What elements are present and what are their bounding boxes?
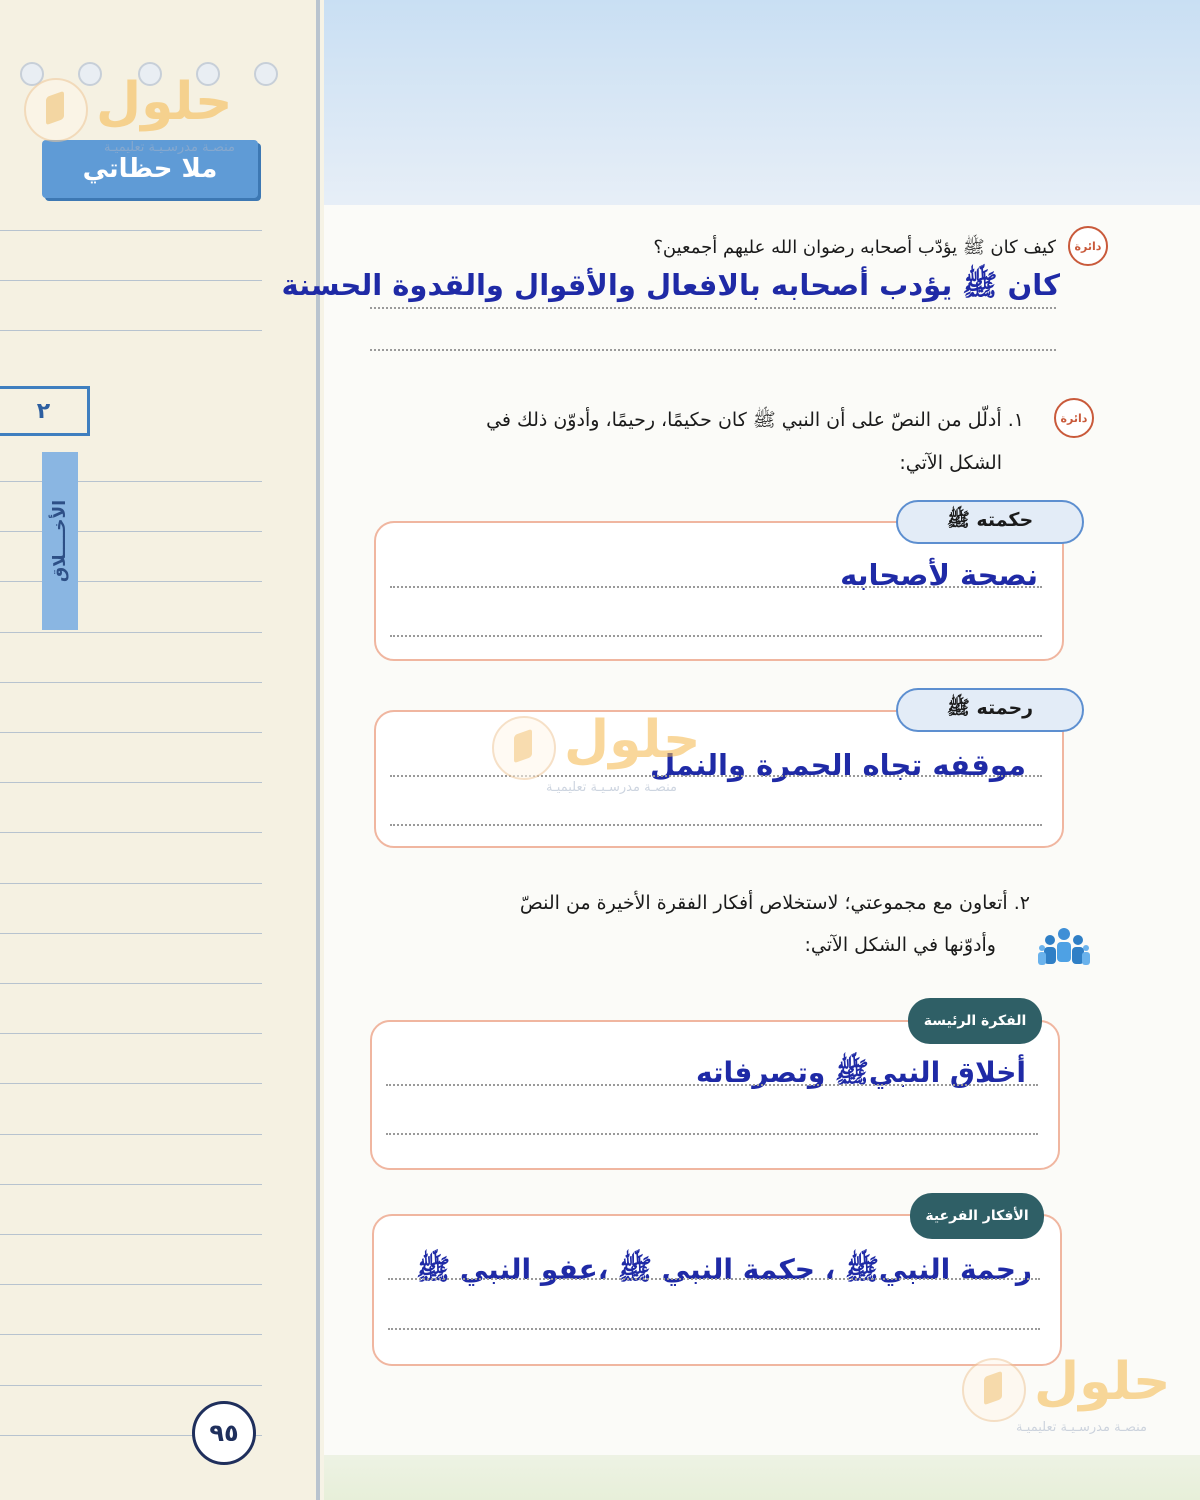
notes-title: ملا حظاتي (42, 140, 258, 198)
ruled-line (0, 531, 262, 532)
label-pill-mercy: رحمته ﷺ (896, 688, 1084, 732)
watermark-logo (492, 710, 732, 796)
ruled-line (0, 280, 262, 281)
ruled-line (0, 632, 262, 633)
q2-text-line1 (404, 892, 1030, 914)
ruled-line (0, 682, 262, 683)
ruled-line (0, 1385, 262, 1386)
answer-line (390, 635, 1042, 637)
watermark-logo (962, 1352, 1198, 1438)
worksheet-page (281, 0, 1200, 1500)
ruled-line (0, 1134, 262, 1135)
answer-text-main-idea[interactable]: أخلاق النبيﷺ وتصرفاته (696, 1056, 1026, 1089)
activity-badge: دائرة (1054, 398, 1094, 438)
watermark-brand: حلول (1034, 1352, 1171, 1412)
ruled-line (0, 1284, 262, 1285)
ruled-line (0, 832, 262, 833)
intro-question: كيف كان ﷺ يؤدّب أصحابه رضوان الله عليهم أجمعين؟ (653, 237, 1056, 258)
q1-number: ١. (1007, 409, 1024, 431)
unit-label: الأخــــلاق (50, 499, 70, 583)
page-number: ٩٥ (192, 1401, 256, 1465)
watermark-logo (24, 72, 264, 158)
q2-number: ٢. (1013, 892, 1030, 914)
ruled-line (0, 581, 262, 582)
watermark-icon (24, 78, 88, 142)
watermark-tagline: منصـة مدرسـيـة تعليميـة (546, 780, 678, 795)
answer-text-wisdom[interactable]: نصحة لأصحابه (840, 558, 1038, 592)
notes-column (0, 0, 320, 1500)
ruled-line (0, 481, 262, 482)
watermark-brand: حلول (564, 710, 701, 770)
ruled-line (0, 1033, 262, 1034)
watermark-icon (492, 716, 556, 780)
ruled-line (0, 1184, 262, 1185)
label-pill-sub-ideas: الأفكار الفرعية (910, 1193, 1044, 1239)
answer-text-mercy[interactable]: موقفه تجاه الحمرة والنمل (649, 748, 1026, 782)
ruled-line (0, 732, 262, 733)
q2-text-line2: وأدوّنها في الشكل الآتي: (804, 934, 996, 956)
watermark-tagline: منصـة مدرسـيـة تعليميـة (104, 140, 236, 155)
answer-line (370, 307, 1056, 309)
ruled-line (0, 933, 262, 934)
q1-text-line2: الشكل الآتي: (899, 452, 1002, 474)
answer-line (388, 1278, 1040, 1280)
answer-line (386, 1084, 1038, 1086)
ruled-line (0, 1334, 262, 1335)
ruled-line (0, 883, 262, 884)
answer-line (386, 1133, 1038, 1135)
answer-line (388, 1328, 1040, 1330)
watermark-brand: حلول (96, 72, 233, 132)
answer-line (390, 824, 1042, 826)
unit-tab (42, 452, 78, 630)
ruled-line (0, 330, 262, 331)
q1-question: أدلّل من النصّ على أن النبي ﷺ كان حكيمًا، رحيمًا، وأدوّن ذلك في (486, 409, 1002, 431)
label-pill-wisdom: حكمته ﷺ (896, 500, 1084, 544)
ruled-line (0, 1234, 262, 1235)
watermark-tagline: منصـة مدرسـيـة تعليميـة (1016, 1420, 1148, 1435)
watermark-icon (962, 1358, 1026, 1422)
answer-line (390, 586, 1042, 588)
q1-text-line1 (404, 408, 1024, 436)
q2-question: أتعاون مع مجموعتي؛ لاستخلاص أفكار الفقرة الأخيرة من النصّ (519, 892, 1008, 914)
answer-line (370, 349, 1056, 351)
label-pill-main-idea: الفكرة الرئيسة (908, 998, 1042, 1044)
ruled-line (0, 1083, 262, 1084)
unit-number: ٢ (0, 386, 90, 436)
ruled-line (0, 782, 262, 783)
group-icon (1038, 926, 1090, 968)
answer-text-sub-ideas[interactable]: رحمة النبيﷺ ، حكمة النبي ﷺ ،عفو النبي ﷺ (416, 1253, 1032, 1286)
ruled-line (0, 230, 262, 231)
ruled-line (0, 983, 262, 984)
intro-answer: كان ﷺ يؤدب أصحابه بالافعال والأقوال والقدوة الحسنة (281, 268, 1060, 302)
activity-badge: دائرة (1068, 226, 1108, 266)
